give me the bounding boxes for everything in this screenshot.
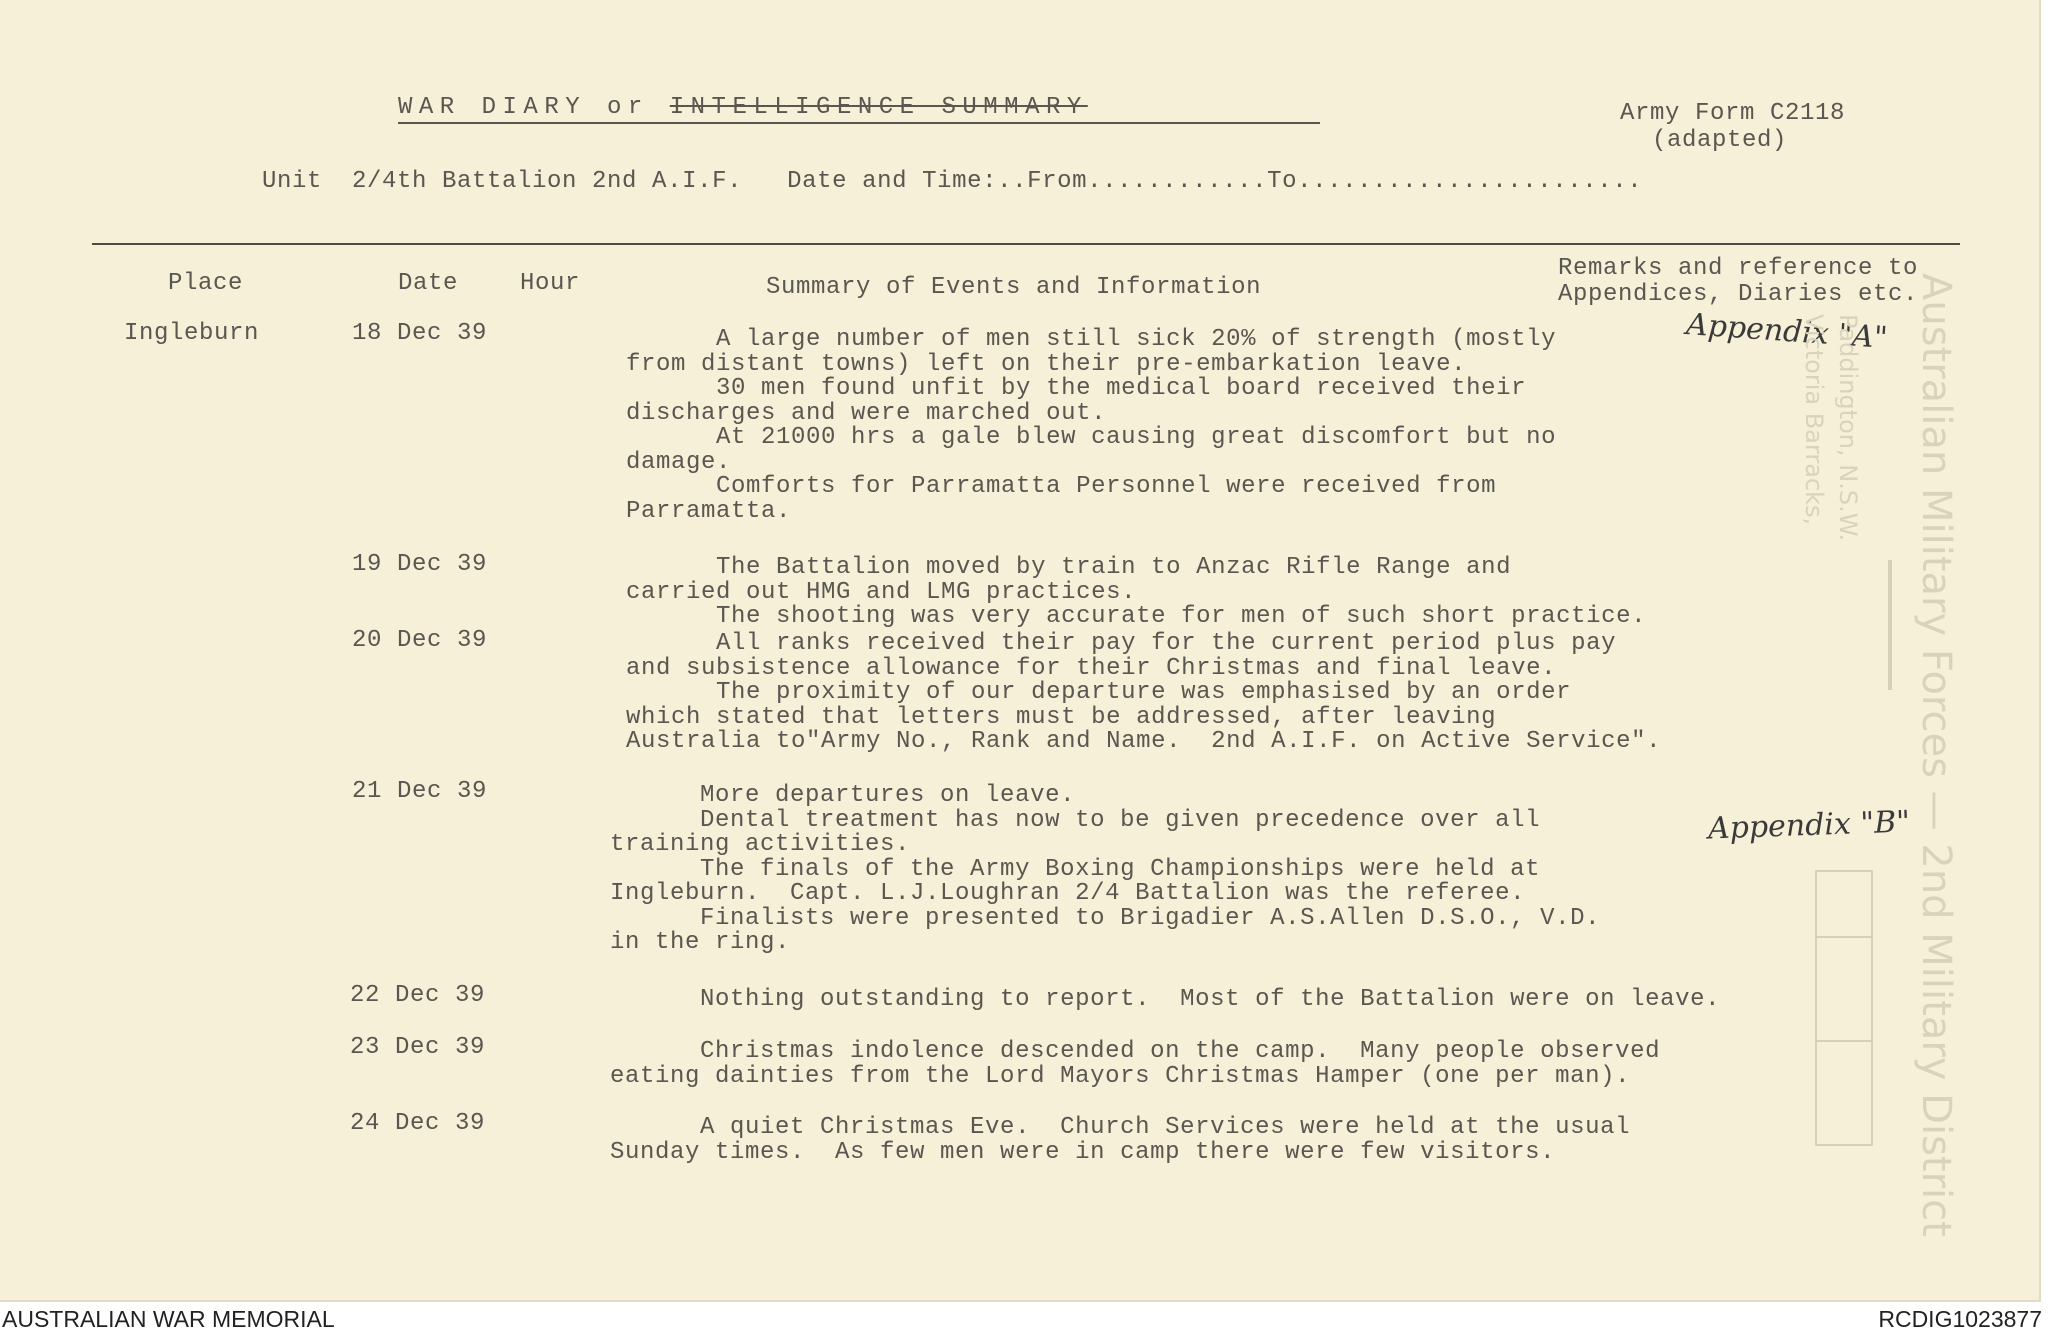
col-header-hour: Hour — [520, 270, 581, 297]
col-header-summary: Summary of Events and Information — [766, 274, 1262, 301]
army-form-number: Army Form C2118 — [1620, 100, 1846, 127]
stamp-bleed-line2: Victoria Barracks, — [1800, 314, 1828, 526]
entry-date: 23 Dec 39 — [350, 1034, 486, 1061]
stamp-bleed-line3: Paddington, N.S.W. — [1834, 314, 1862, 542]
entry-text: Christmas indolence descended on the camp. Many people observed eating dainties from the Lord Mayors Christmas Hamper (one per man). — [610, 1038, 1661, 1090]
stamp-bleed-line1: Australian Military Forces — 2nd Military District — [1913, 273, 1959, 1237]
entry-text: All ranks received their pay for the current period plus pay and subsistence allowance for their Christmas and final leave. The proximity of our departure was emphasised by an order which stated that letters must be addressed, after leaving Australia to"Army No., Rank and Name. 2nd A.I.F. on Active Service". — [626, 630, 1662, 755]
title-main: WAR DIARY or — [398, 94, 670, 121]
entry-date: 21 Dec 39 — [352, 778, 488, 805]
footer-id: RCDIG1023877 — [1878, 1306, 2042, 1332]
entry-text: A large number of men still sick 20% of strength (mostly from distant towns) left on their pre-embarkation leave. 30 men found unfit by the medical board received their discharges and were marched out. At 21000 hrs a gale blew causing great discomfort but no damage. Comforts for Parramatta Personnel were received from Parramatta. — [626, 326, 1557, 525]
entry-date: 19 Dec 39 — [352, 551, 488, 578]
stamp-bleed-bar — [1888, 560, 1892, 690]
stamp-bleed-box-divider — [1815, 936, 1871, 938]
stamp-bleed-box-divider — [1815, 1040, 1871, 1042]
appendix-b-note: Appendix "B" — [1707, 804, 1911, 847]
entry-date: 22 Dec 39 — [350, 982, 486, 1009]
title-struck: INTELLIGENCE SUMMARY — [669, 94, 1088, 121]
unit-line: Unit 2/4th Battalion 2nd A.I.F. Date and Time:..From............To....................... — [262, 168, 1643, 195]
appendix-a-note: Appendix "A" — [1685, 307, 1889, 356]
remarks-line-1: Remarks and reference to — [1558, 255, 1919, 282]
entry-text: The Battalion moved by train to Anzac Rifle Range and carried out HMG and LMG practices. The shooting was very accurate for men of such short practice. — [626, 554, 1647, 630]
col-header-date: Date — [398, 270, 459, 297]
entry-date: 20 Dec 39 — [352, 627, 488, 654]
entry-date: 24 Dec 39 — [350, 1110, 486, 1137]
stamp-bleed-box — [1815, 870, 1873, 1146]
remarks-line-2: Appendices, Diaries etc. — [1558, 281, 1919, 308]
entry-text: Nothing outstanding to report. Most of the Battalion were on leave. — [610, 986, 1721, 1013]
entry-text: More departures on leave. Dental treatment has now to be given precedence over all training activities. The finals of the Army Boxing Championships were held at Ingleburn. Capt. L.J.Loughran 2/4 Battalion was the referee. Finalists were presented to Brigadier A.S.Allen D.S.O., V.D. in the ring. — [610, 782, 1601, 956]
col-header-remarks — [1558, 256, 1918, 308]
col-header-place: Place — [168, 270, 244, 297]
title-underline — [398, 122, 1320, 124]
army-form-note: (adapted) — [1652, 127, 1788, 154]
footer-source: AUSTRALIAN WAR MEMORIAL — [2, 1306, 335, 1332]
entry-text: A quiet Christmas Eve. Church Services were held at the usual Sunday times. As few men were in camp there were few visitors. — [610, 1114, 1631, 1166]
entry-date: 18 Dec 39 — [352, 320, 488, 347]
header-rule — [92, 243, 1960, 245]
place-value: Ingleburn — [124, 320, 260, 347]
document-title — [398, 94, 1088, 121]
